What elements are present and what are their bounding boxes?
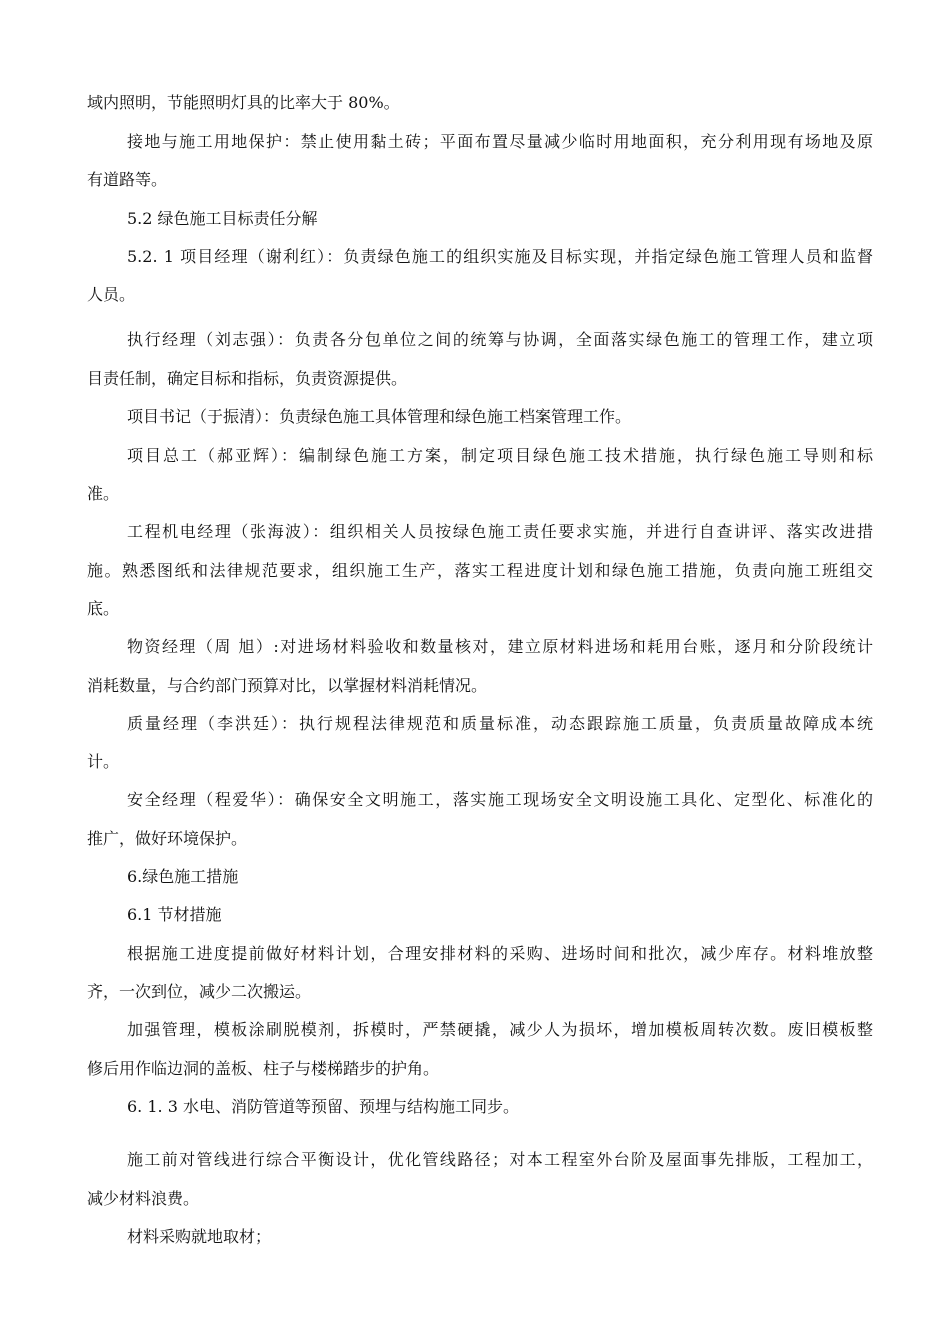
- section-heading: 6.1 节材措施: [127, 905, 222, 924]
- text-line: 有道路等。: [87, 170, 168, 189]
- text-line: 执行经理（刘志强）：负责各分包单位之间的统筹与协调，全面落实绿色施工的管理工作，建立项: [127, 330, 873, 349]
- text-line: 目责任制，确定目标和指标，负责资源提供。: [87, 369, 408, 388]
- text-line: 施工前对管线进行综合平衡设计，优化管线路径；对本工程室外台阶及屋面事先排版，工程加工，: [127, 1150, 873, 1169]
- text-line: 工程机电经理（张海波）：组织相关人员按绿色施工责任要求实施，并进行自查讲评、落实改进措: [127, 522, 873, 541]
- text-line: 域内照明，节能照明灯具的比率大于 80%。: [87, 93, 400, 112]
- text-line: 推广，做好环境保护。: [87, 829, 248, 848]
- text-line: 消耗数量，与合约部门预算对比，以掌握材料消耗情况。: [87, 676, 488, 695]
- section-heading: 5.2 绿色施工目标责任分解: [127, 209, 318, 228]
- text-line: 底。: [87, 599, 120, 618]
- text-line: 接地与施工用地保护：禁止使用黏土砖；平面布置尽量减少临时用地面积，充分利用现有场地及原: [127, 132, 873, 151]
- text-line: 6. 1. 3 水电、消防管道等预留、预埋与结构施工同步。: [127, 1097, 519, 1116]
- text-line: 修后用作临边洞的盖板、柱子与楼梯踏步的护角。: [87, 1059, 440, 1078]
- text-line: 质量经理（李洪廷）：执行规程法律规范和质量标准，动态跟踪施工质量，负责质量故障成本统: [127, 714, 873, 733]
- text-line: 齐，一次到位，减少二次搬运。: [87, 982, 312, 1001]
- text-line: 根据施工进度提前做好材料计划，合理安排材料的采购、进场时间和批次，减少库存。材料堆放整: [127, 944, 873, 963]
- text-line: 计。: [87, 752, 120, 771]
- text-line: 安全经理（程爱华）：确保安全文明施工，落实施工现场安全文明设施工具化、定型化、标准化的: [127, 790, 873, 809]
- text-line: 施。熟悉图纸和法律规范要求，组织施工生产，落实工程进度计划和绿色施工措施，负责向施工班组交: [87, 561, 873, 580]
- text-line: 准。: [87, 484, 120, 503]
- text-line: 5.2. 1 项目经理（谢利红）：负责绿色施工的组织实施及目标实现，并指定绿色施工管理人员和监督: [127, 247, 873, 266]
- text-line: 项目总工（郝亚辉）：编制绿色施工方案，制定项目绿色施工技术措施，执行绿色施工导则和标: [127, 446, 873, 465]
- text-line: 加强管理，模板涂刷脱模剂，拆模时，严禁硬撬，减少人为损坏，增加模板周转次数。废旧模板整: [127, 1020, 873, 1039]
- text-line: 物资经理（周 旭）:对进场材料验收和数量核对，建立原材料进场和耗用台账，逐月和分阶段统计: [127, 637, 873, 656]
- text-line: 人员。: [87, 285, 136, 304]
- text-line: 减少材料浪费。: [87, 1189, 200, 1208]
- text-line: 材料采购就地取材；: [127, 1227, 272, 1246]
- text-line: 项目书记（于振清）：负责绿色施工具体管理和绿色施工档案管理工作。: [127, 407, 632, 426]
- section-heading: 6.绿色施工措施: [127, 867, 239, 886]
